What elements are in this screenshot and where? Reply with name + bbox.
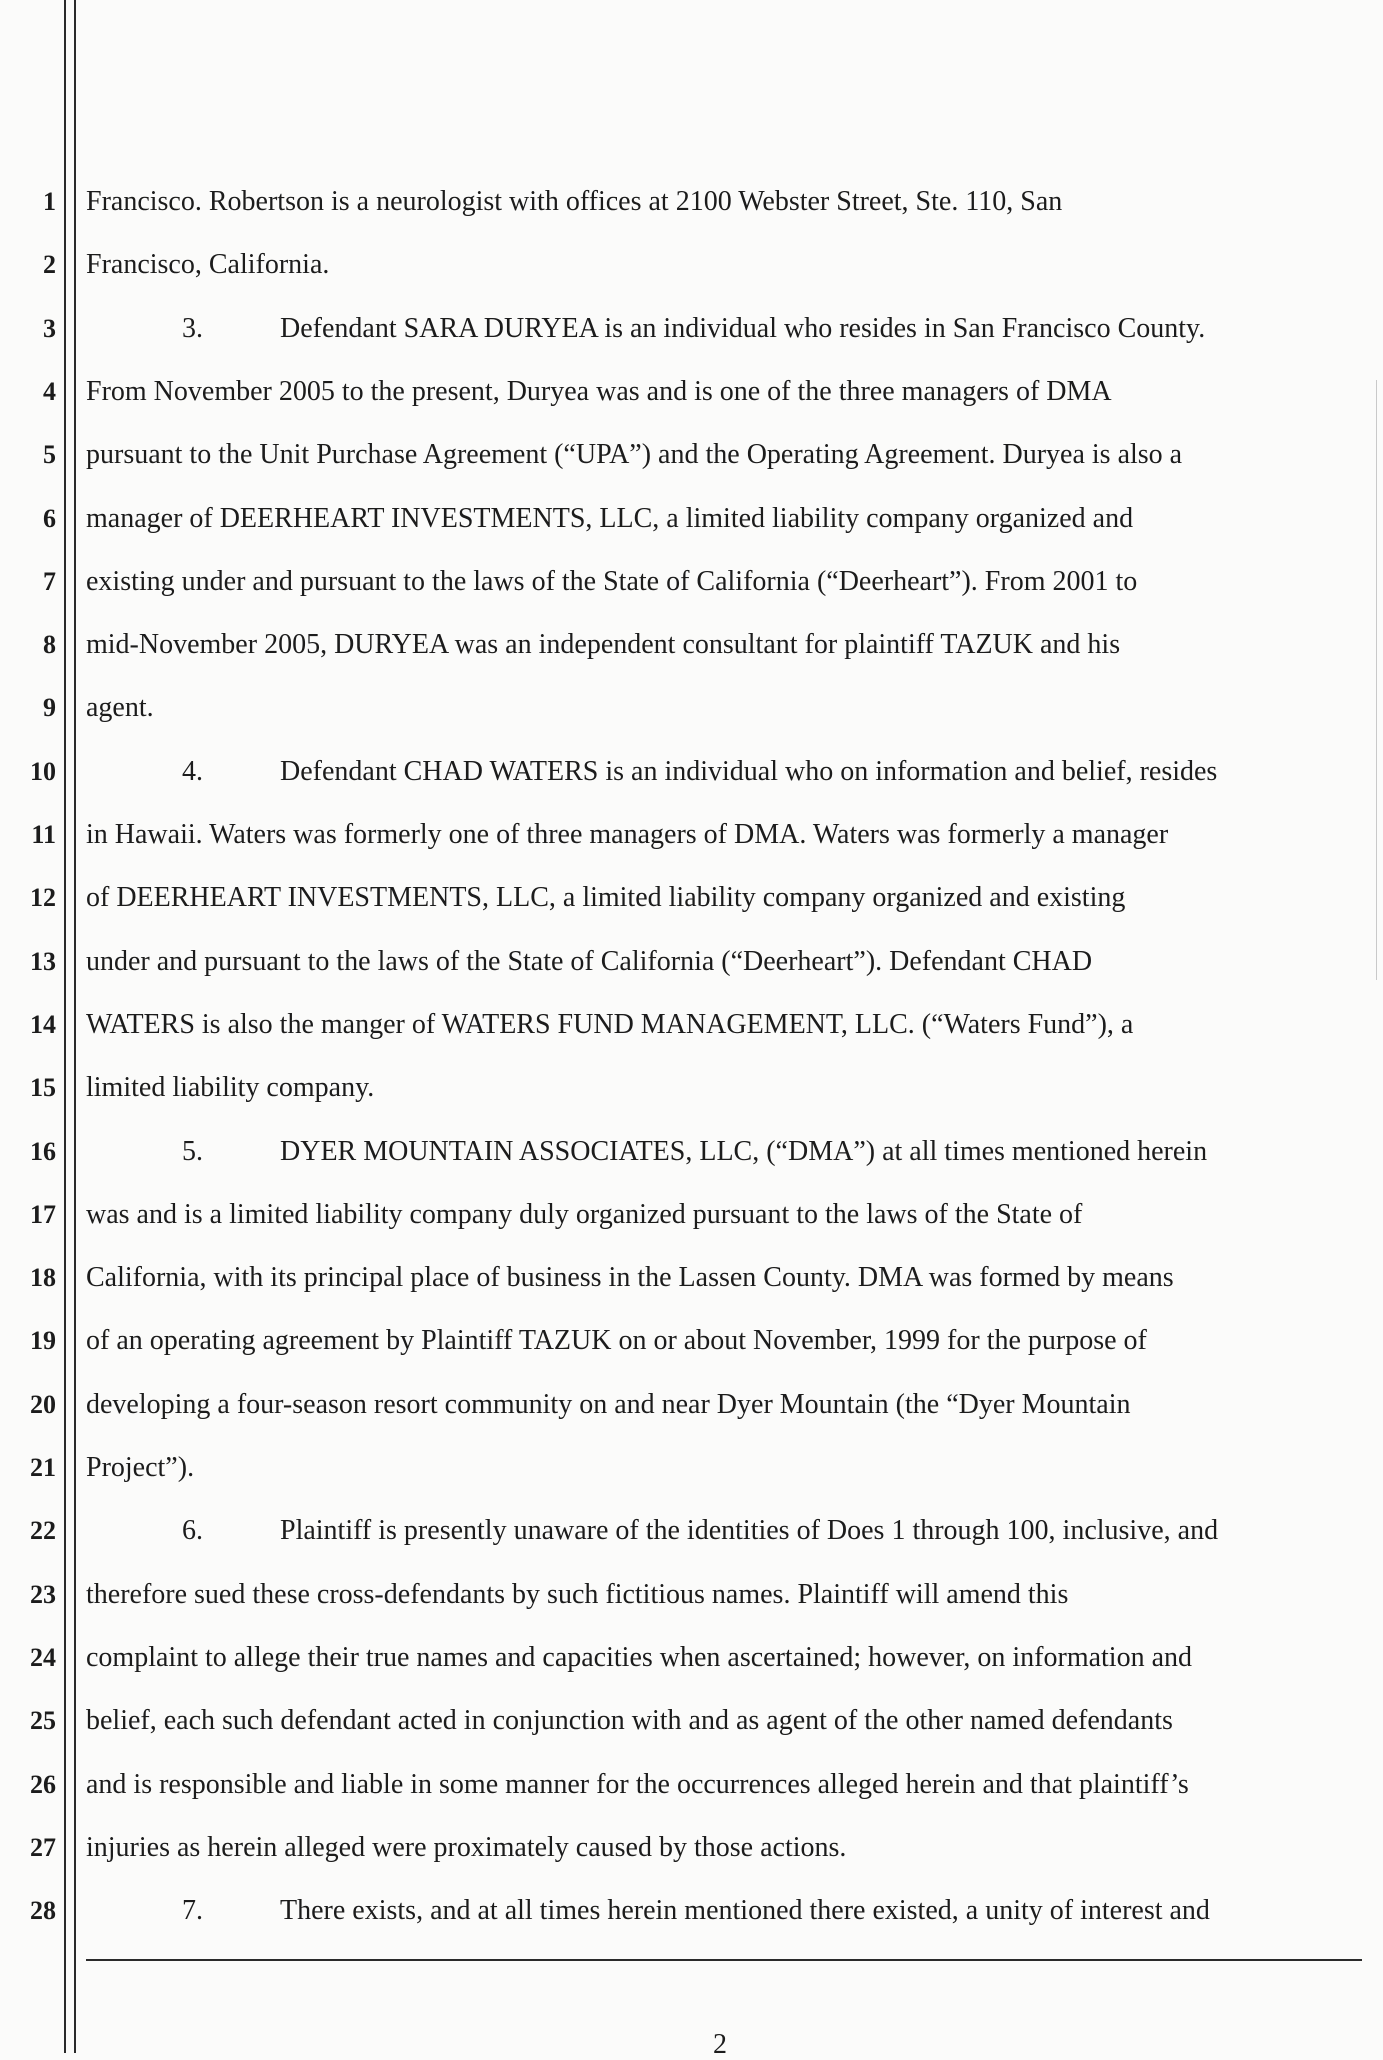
line-text: existing under and pursuant to the laws of the State of California (“Deerheart”). From 2001 to [86,566,1138,597]
text-line [86,1324,1356,1358]
line-number: 1 [43,187,56,216]
text-line [86,1768,1356,1802]
text-line [86,565,1356,599]
text-line [86,945,1356,979]
text-line [86,755,1356,789]
line-number: 21 [30,1453,56,1482]
line-text: belief, each such defendant acted in conjunction with and as agent of the other named defendants [86,1705,1173,1736]
text-line [86,881,1356,915]
line-number: 7 [43,567,56,596]
line-number: 27 [30,1833,56,1862]
text-line [86,185,1356,219]
text-line [86,248,1356,282]
line-number: 8 [43,630,56,659]
text-line [86,1261,1356,1295]
paragraph-number: 3. [182,313,203,344]
line-number: 26 [30,1770,56,1799]
line-number: 3 [43,314,56,343]
text-line [86,818,1356,852]
line-number: 6 [43,504,56,533]
text-line [86,312,1356,346]
line-number: 15 [30,1073,56,1102]
line-number: 16 [30,1137,56,1166]
line-number: 18 [30,1263,56,1292]
right-page-edge [1376,380,1377,980]
line-text: limited liability company. [86,1072,375,1103]
text-line [86,1831,1356,1865]
line-number: 17 [30,1200,56,1229]
text-line [86,1451,1356,1485]
line-number: 11 [31,820,56,849]
line-text: of an operating agreement by Plaintiff TAZUK on or about November, 1999 for the purpose of [86,1325,1147,1356]
line-text: Francisco, California. [86,249,330,280]
line-number: 5 [43,440,56,469]
line-text: developing a four-season resort community on and near Dyer Mountain (the “Dyer Mountain [86,1389,1131,1420]
line-text: California, with its principal place of business in the Lassen County. DMA was formed by means [86,1262,1174,1293]
line-number: 19 [30,1326,56,1355]
line-number: 14 [30,1010,56,1039]
paragraph-number: 4. [182,756,203,787]
paragraph-number: 7. [182,1895,203,1926]
text-line [86,1198,1356,1232]
footer-rule [86,1959,1362,1961]
line-text: mid-November 2005, DURYEA was an independent consultant for plaintiff TAZUK and his [86,629,1121,660]
line-number: 12 [30,883,56,912]
line-text: agent. [86,692,154,723]
text-line [86,1641,1356,1675]
text-line [86,691,1356,725]
line-text: Defendant CHAD WATERS is an individual who on information and belief, resides [280,756,1218,787]
line-text: Francisco. Robertson is a neurologist with offices at 2100 Webster Street, Ste. 110, San [86,186,1063,217]
line-number: 23 [30,1580,56,1609]
line-text: in Hawaii. Waters was formerly one of three managers of DMA. Waters was formerly a manager [86,819,1169,850]
line-text: Defendant SARA DURYEA is an individual who resides in San Francisco County. [280,313,1206,344]
text-line [86,375,1356,409]
text-line [86,438,1356,472]
line-text: There exists, and at all times herein mentioned there existed, a unity of interest and [280,1895,1210,1926]
text-line [86,1514,1356,1548]
line-text: Project”). [86,1452,195,1483]
line-text: Plaintiff is presently unaware of the identities of Does 1 through 100, inclusive, and [280,1515,1219,1546]
line-text: injuries as herein alleged were proximately caused by those actions. [86,1832,847,1863]
line-number: 4 [43,377,56,406]
line-number: 9 [43,693,56,722]
text-line [86,1135,1356,1169]
line-text: manager of DEERHEART INVESTMENTS, LLC, a limited liability company organized and [86,503,1134,534]
text-line [86,1578,1356,1612]
line-number: 24 [30,1643,56,1672]
line-text: WATERS is also the manger of WATERS FUND MANAGEMENT, LLC. (“Waters Fund”), a [86,1009,1134,1040]
line-number: 28 [30,1896,56,1925]
line-text: From November 2005 to the present, Duryea was and is one of the three managers of DMA [86,376,1112,407]
line-text: pursuant to the Unit Purchase Agreement (“UPA”) and the Operating Agreement. Duryea is also a [86,439,1183,470]
line-text: DYER MOUNTAIN ASSOCIATES, LLC, (“DMA”) at all times mentioned herein [280,1136,1208,1167]
text-line [86,1008,1356,1042]
text-line [86,502,1356,536]
line-text: therefore sued these cross-defendants by such fictitious names. Plaintiff will amend this [86,1579,1069,1610]
text-line [86,628,1356,662]
line-number: 13 [30,947,56,976]
page-number: 2 [713,2029,727,2060]
paragraph-number: 5. [182,1136,203,1167]
line-number: 25 [30,1706,56,1735]
text-line [86,1388,1356,1422]
line-number: 20 [30,1390,56,1419]
left-margin-rule-inner [74,0,76,2053]
text-line [86,1894,1356,1928]
line-text: under and pursuant to the laws of the State of California (“Deerheart”). Defendant CHAD [86,946,1093,977]
line-number: 2 [43,250,56,279]
line-text: was and is a limited liability company duly organized pursuant to the laws of the State of [86,1199,1083,1230]
paragraph-number: 6. [182,1515,203,1546]
text-line [86,1704,1356,1738]
line-text: and is responsible and liable in some manner for the occurrences alleged herein and that plaintiff’s [86,1769,1189,1800]
line-number: 22 [30,1516,56,1545]
line-number: 10 [30,757,56,786]
left-margin-rule [64,0,66,2053]
line-text: of DEERHEART INVESTMENTS, LLC, a limited liability company organized and existing [86,882,1126,913]
text-line [86,1071,1356,1105]
line-text: complaint to allege their true names and capacities when ascertained; however, on information and [86,1642,1193,1673]
